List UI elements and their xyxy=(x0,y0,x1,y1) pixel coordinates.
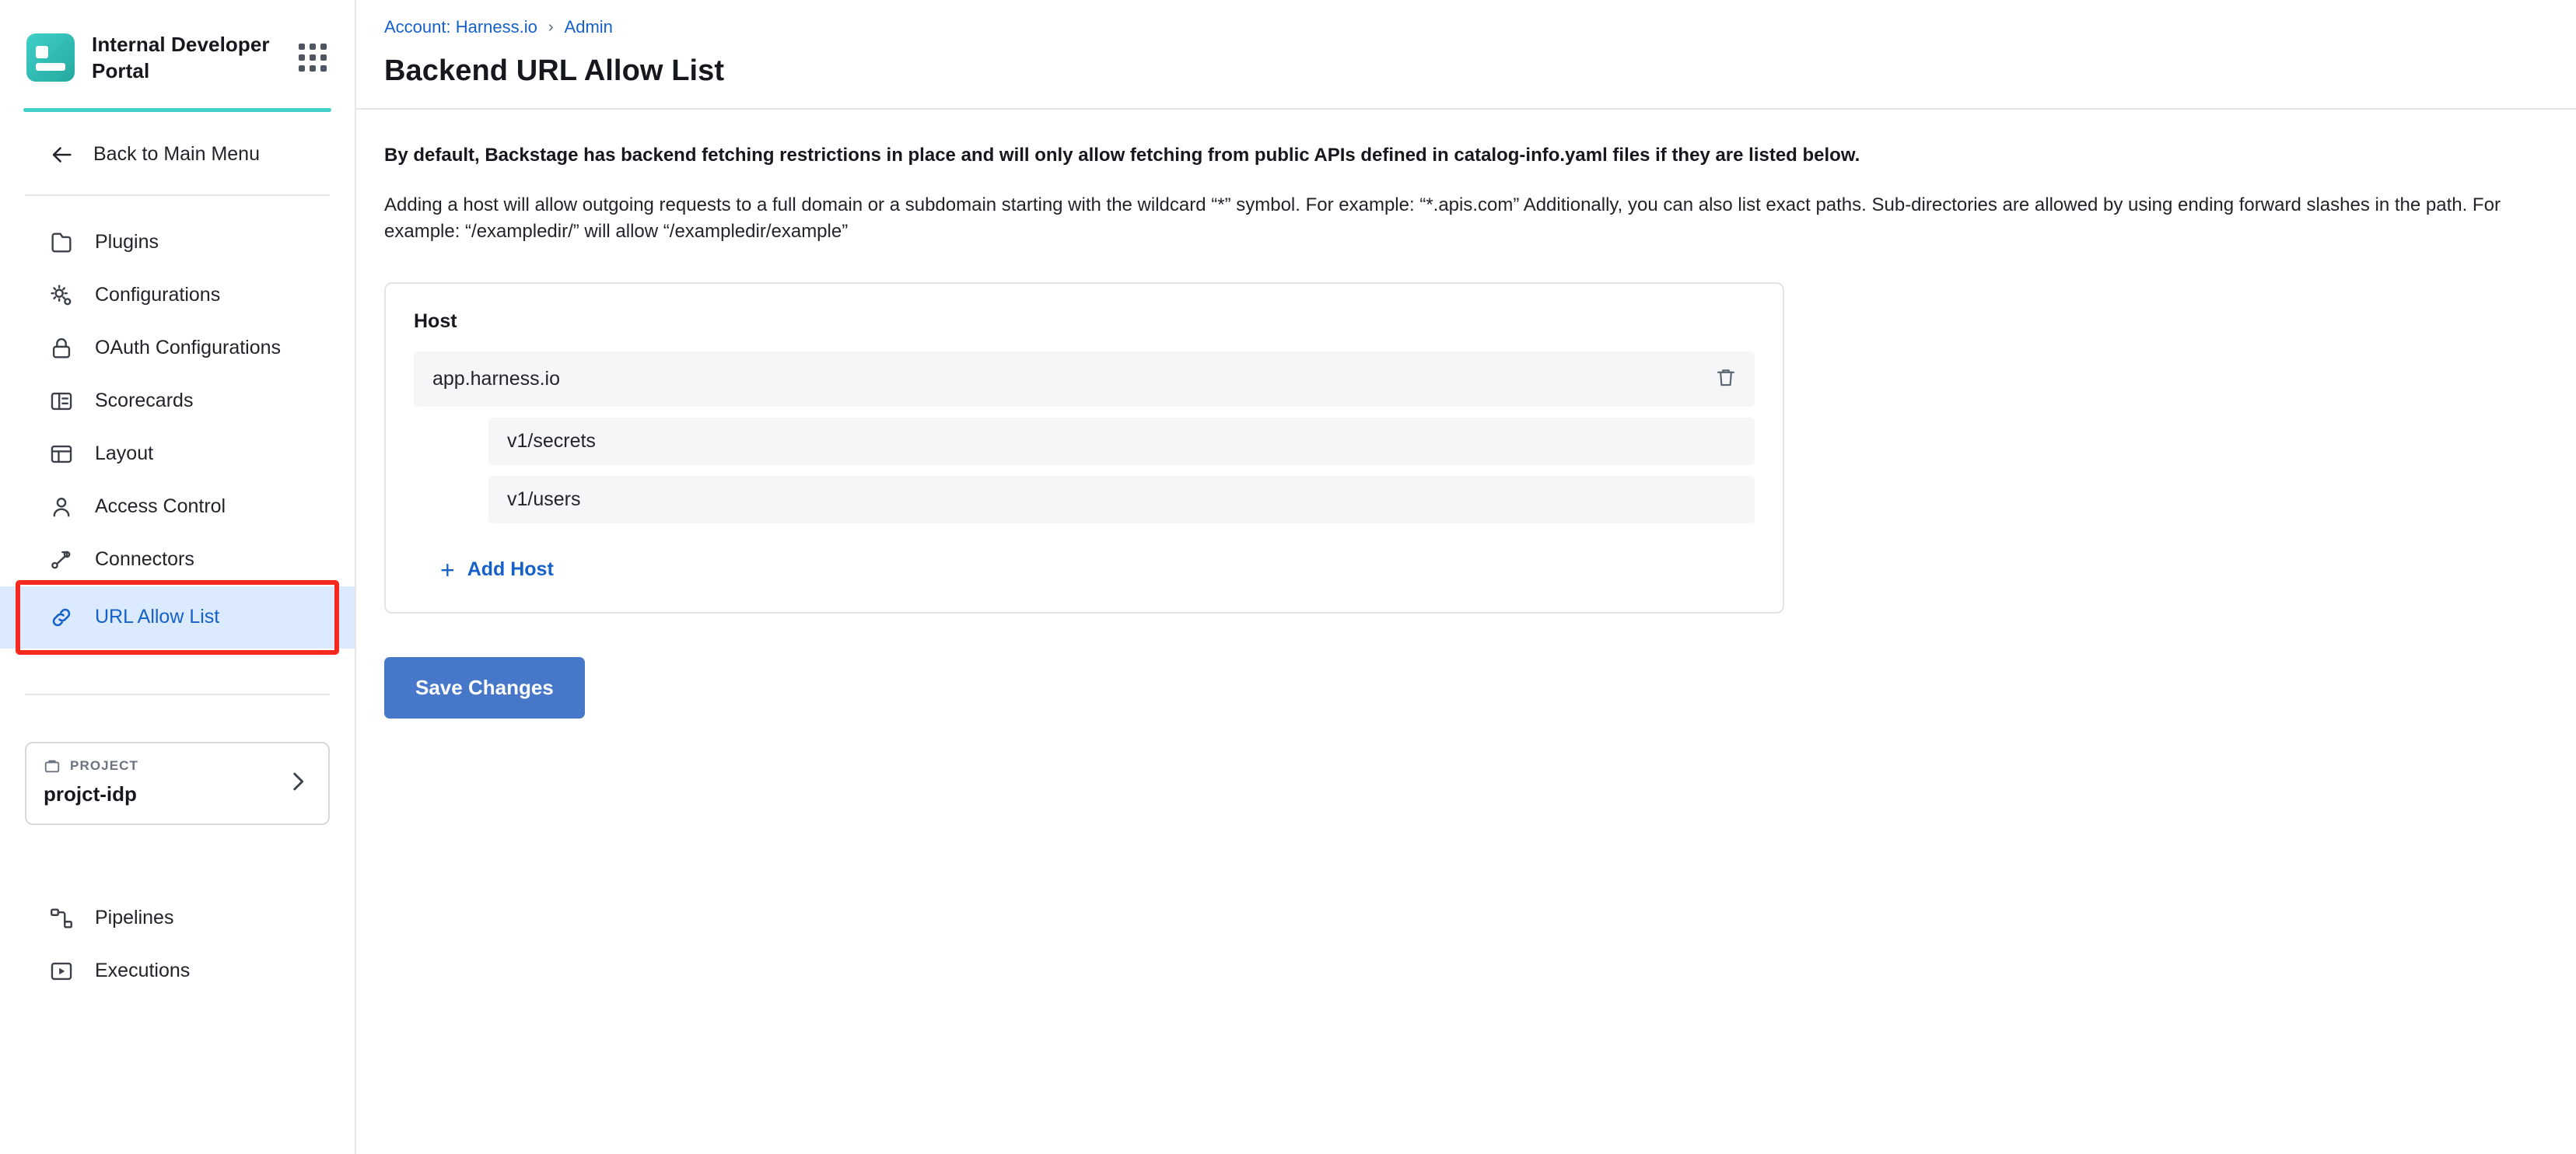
arrow-left-icon xyxy=(48,142,75,168)
sidebar-bottom-nav xyxy=(0,872,355,998)
page-header xyxy=(356,0,2576,110)
trash-icon[interactable] xyxy=(1714,365,1738,393)
allow-list-card xyxy=(384,282,1784,614)
sidebar-item-label: Pipelines xyxy=(95,907,174,929)
save-changes-button[interactable]: Save Changes xyxy=(384,657,585,719)
app-grid-icon[interactable] xyxy=(299,44,327,72)
chevron-right-icon xyxy=(285,768,311,795)
project-section xyxy=(44,757,138,775)
sidebar-item-pipelines[interactable] xyxy=(0,892,355,945)
connectors-icon xyxy=(48,547,75,573)
sidebar-item-label: Configurations xyxy=(95,284,221,306)
path-row[interactable] xyxy=(488,418,1755,465)
user-icon xyxy=(48,494,75,520)
breadcrumb-item-admin[interactable]: Admin xyxy=(564,17,613,37)
path-name: v1/secrets xyxy=(507,429,596,452)
description-paragraph: Adding a host will allow outgoing requests to a full domain or a subdomain starting with the wildcard “*” symbol. For example: “*.apis.com” Additionally, you can also list exact paths. Sub-directories are allowed by using ending forward slashes in the path. For example: “/exampledir/” will allow “/exampledir/example” xyxy=(384,194,2501,242)
sidebar-nav xyxy=(0,196,355,649)
sidebar-item-label: Scorecards xyxy=(95,390,194,412)
add-host-label: Add Host xyxy=(467,558,554,581)
portal-logo-icon xyxy=(26,33,75,82)
project-selector-text xyxy=(44,757,138,806)
sidebar-item-label: URL Allow List xyxy=(95,606,220,628)
sidebar-item-access-control[interactable] xyxy=(0,481,355,533)
sidebar-item-url-allow-list[interactable] xyxy=(0,586,355,649)
sidebar-item-oauth-configurations[interactable] xyxy=(0,322,355,375)
lead-paragraph: By default, Backstage has backend fetching restrictions in place and will only allow fetching from public APIs defined in catalog-info.yaml files if they are listed below. xyxy=(384,145,1860,166)
sidebar-item-configurations[interactable] xyxy=(0,269,355,322)
sidebar-item-connectors[interactable] xyxy=(0,533,355,586)
sidebar-item-label: OAuth Configurations xyxy=(95,337,282,359)
executions-icon xyxy=(48,958,75,984)
sidebar-item-executions[interactable] xyxy=(0,945,355,998)
brand-title: Internal Developer Portal xyxy=(92,33,270,83)
plus-icon: + xyxy=(440,555,455,584)
main-content xyxy=(356,0,2576,1154)
sidebar-item-layout[interactable] xyxy=(0,428,355,481)
layout-icon xyxy=(48,441,75,467)
sidebar xyxy=(0,0,356,1154)
sidebar-item-label: Layout xyxy=(95,442,154,465)
path-name: v1/users xyxy=(507,488,581,510)
plugins-icon xyxy=(48,229,75,256)
sidebar-divider-bottom xyxy=(25,694,330,695)
add-host-button[interactable] xyxy=(414,534,1755,586)
host-name: app.harness.io xyxy=(432,367,561,390)
project-icon xyxy=(44,757,61,775)
sidebar-item-label: Connectors xyxy=(95,548,194,571)
host-row[interactable] xyxy=(414,351,1755,407)
page-title: Backend URL Allow List xyxy=(384,54,725,87)
brand-header xyxy=(0,0,355,108)
host-column-header: Host xyxy=(414,309,457,332)
breadcrumb xyxy=(384,17,2576,37)
lock-icon xyxy=(48,335,75,362)
link-icon xyxy=(48,604,75,631)
pipelines-icon xyxy=(48,905,75,932)
sidebar-item-label: Executions xyxy=(95,960,191,982)
sidebar-item-label: Access Control xyxy=(95,495,226,518)
scorecards-icon xyxy=(48,388,75,414)
project-selector[interactable] xyxy=(25,742,330,825)
sidebar-item-label: Plugins xyxy=(95,231,159,254)
configurations-icon xyxy=(48,282,75,309)
sidebar-item-scorecards[interactable] xyxy=(0,375,355,428)
back-to-main-menu-label: Back to Main Menu xyxy=(93,143,260,166)
chevron-right-icon: › xyxy=(548,18,554,36)
project-name: projct-idp xyxy=(44,782,137,806)
sidebar-item-plugins[interactable] xyxy=(0,216,355,269)
project-section-label: PROJECT xyxy=(70,757,138,773)
content-area xyxy=(356,110,2576,719)
path-row[interactable] xyxy=(488,476,1755,523)
back-to-main-menu-button[interactable] xyxy=(0,112,355,194)
breadcrumb-item-account[interactable]: Account: Harness.io xyxy=(384,17,537,37)
